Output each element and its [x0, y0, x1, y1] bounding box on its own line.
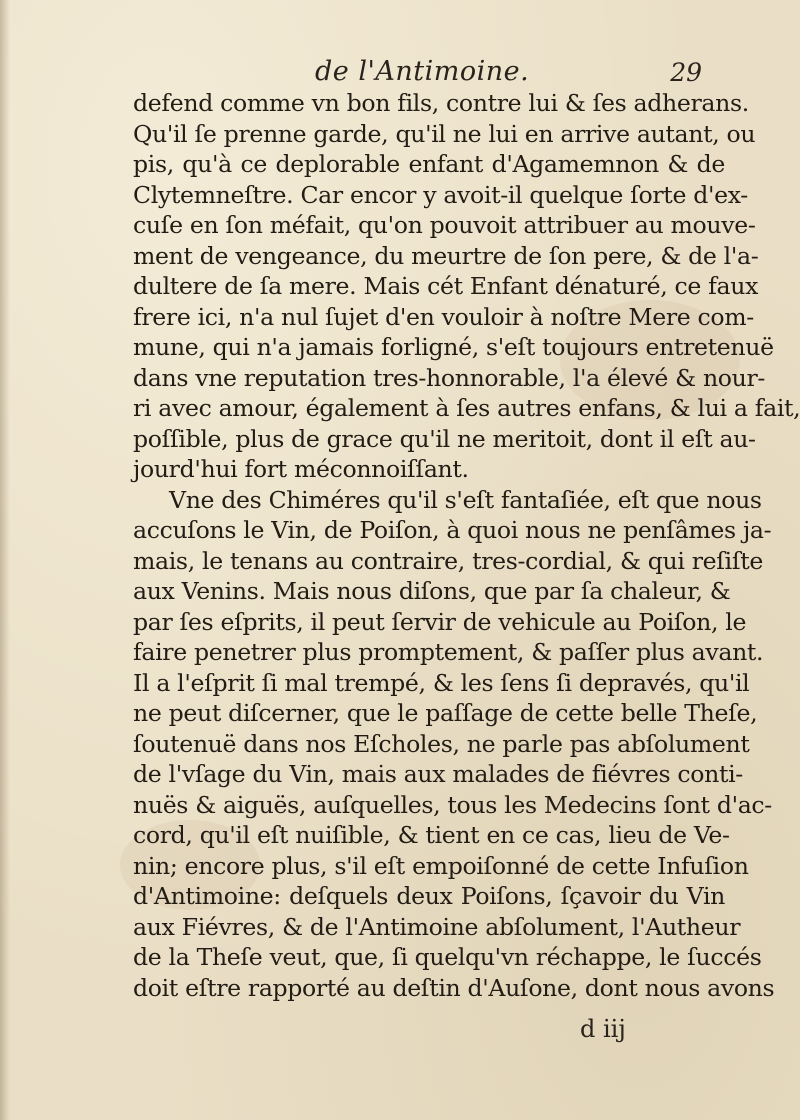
- text-line: nuës & aiguës, auſquelles, tous les Medecins ſont d'ac-: [133, 790, 772, 819]
- text-line: frere ici, n'a nul ſujet d'en vouloir à noſtre Mere com-: [133, 302, 754, 331]
- text-line: mais, le tenans au contraire, tres-cordial, & qui reſiſte: [133, 546, 763, 575]
- text-line: ſoutenuë dans nos Eſcholes, ne parle pas abſolument: [133, 729, 750, 758]
- body-text: [133, 88, 800, 1003]
- text-line: dans vne reputation tres-honnorable, l'a élevé & nour-: [133, 363, 766, 392]
- running-head: [130, 52, 730, 92]
- text-line: Il a l'eſprit ſi mal trempé, & les ſens ſi depravés, qu'il: [133, 668, 750, 697]
- text-line: cuſe en ſon méfait, qu'on pouvoit attribuer au mouve-: [133, 211, 756, 239]
- text-line: de l'vſage du Vin, mais aux malades de fiévres conti-: [133, 760, 743, 788]
- text-line: accuſons le Vin, de Poiſon, à quoi nous ne penſâmes ja-: [133, 516, 772, 544]
- text-line: dultere de ſa mere. Mais cét Enfant dénaturé, ce faux: [133, 272, 759, 300]
- text-line: jourd'hui fort méconnoiſſant.: [133, 455, 469, 483]
- page-gutter-shadow: [0, 0, 10, 1120]
- text-line: defend comme vn bon fils, contre lui & ſes adherans.: [133, 89, 749, 117]
- page-number: 29: [670, 58, 702, 87]
- text-line: mune, qui n'a jamais forligné, s'eſt toujours entretenuë: [133, 333, 774, 361]
- text-line: d'Antimoine: deſquels deux Poiſons, ſçavoir du Vin: [133, 882, 725, 910]
- running-title: de l'Antimoine.: [315, 56, 530, 87]
- text-line: faire penetrer plus promptement, & paſſer plus avant.: [133, 638, 764, 666]
- text-line: Qu'il ſe prenne garde, qu'il ne lui en arrive autant, ou: [133, 119, 756, 148]
- text-line: Clytemneſtre. Car encor y avoit-il quelque ſorte d'ex-: [133, 180, 748, 209]
- text-line: aux Venins. Mais nous diſons, que par ſa chaleur, &: [133, 577, 731, 605]
- text-line: pis, qu'à ce deplorable enfant d'Agamemnon & de: [133, 150, 725, 178]
- signature-mark: d iij: [580, 1015, 626, 1043]
- text-line: par ſes eſprits, il peut ſervir de vehicule au Poiſon, le: [133, 607, 747, 636]
- text-line: poſſible, plus de grace qu'il ne meritoit, dont il eſt au-: [133, 424, 756, 453]
- text-line: ment de vengeance, du meurtre de ſon pere, & de l'a-: [133, 241, 759, 270]
- text-line: nin; encore plus, s'il eſt empoiſonné de cette Infuſion: [133, 851, 749, 880]
- text-line: de la Theſe veut, que, ſi quelqu'vn réchappe, le ſuccés: [133, 943, 762, 971]
- paragraph-start-line: Vne des Chiméres qu'il s'eſt fantaſiée, eſt que nous: [169, 485, 762, 514]
- text-line: doit eſtre rapporté au deſtin d'Auſone, dont nous avons: [133, 973, 775, 1002]
- text-line: ne peut diſcerner, que le paſſage de cette belle Theſe,: [133, 699, 758, 727]
- text-line: cord, qu'il eſt nuiſible, & tient en ce cas, lieu de Ve-: [133, 821, 730, 849]
- text-line: aux Fiévres, & de l'Antimoine abſolument, l'Autheur: [133, 912, 741, 941]
- text-line: ri avec amour, également à ſes autres enfans, & lui a fait,: [133, 394, 800, 422]
